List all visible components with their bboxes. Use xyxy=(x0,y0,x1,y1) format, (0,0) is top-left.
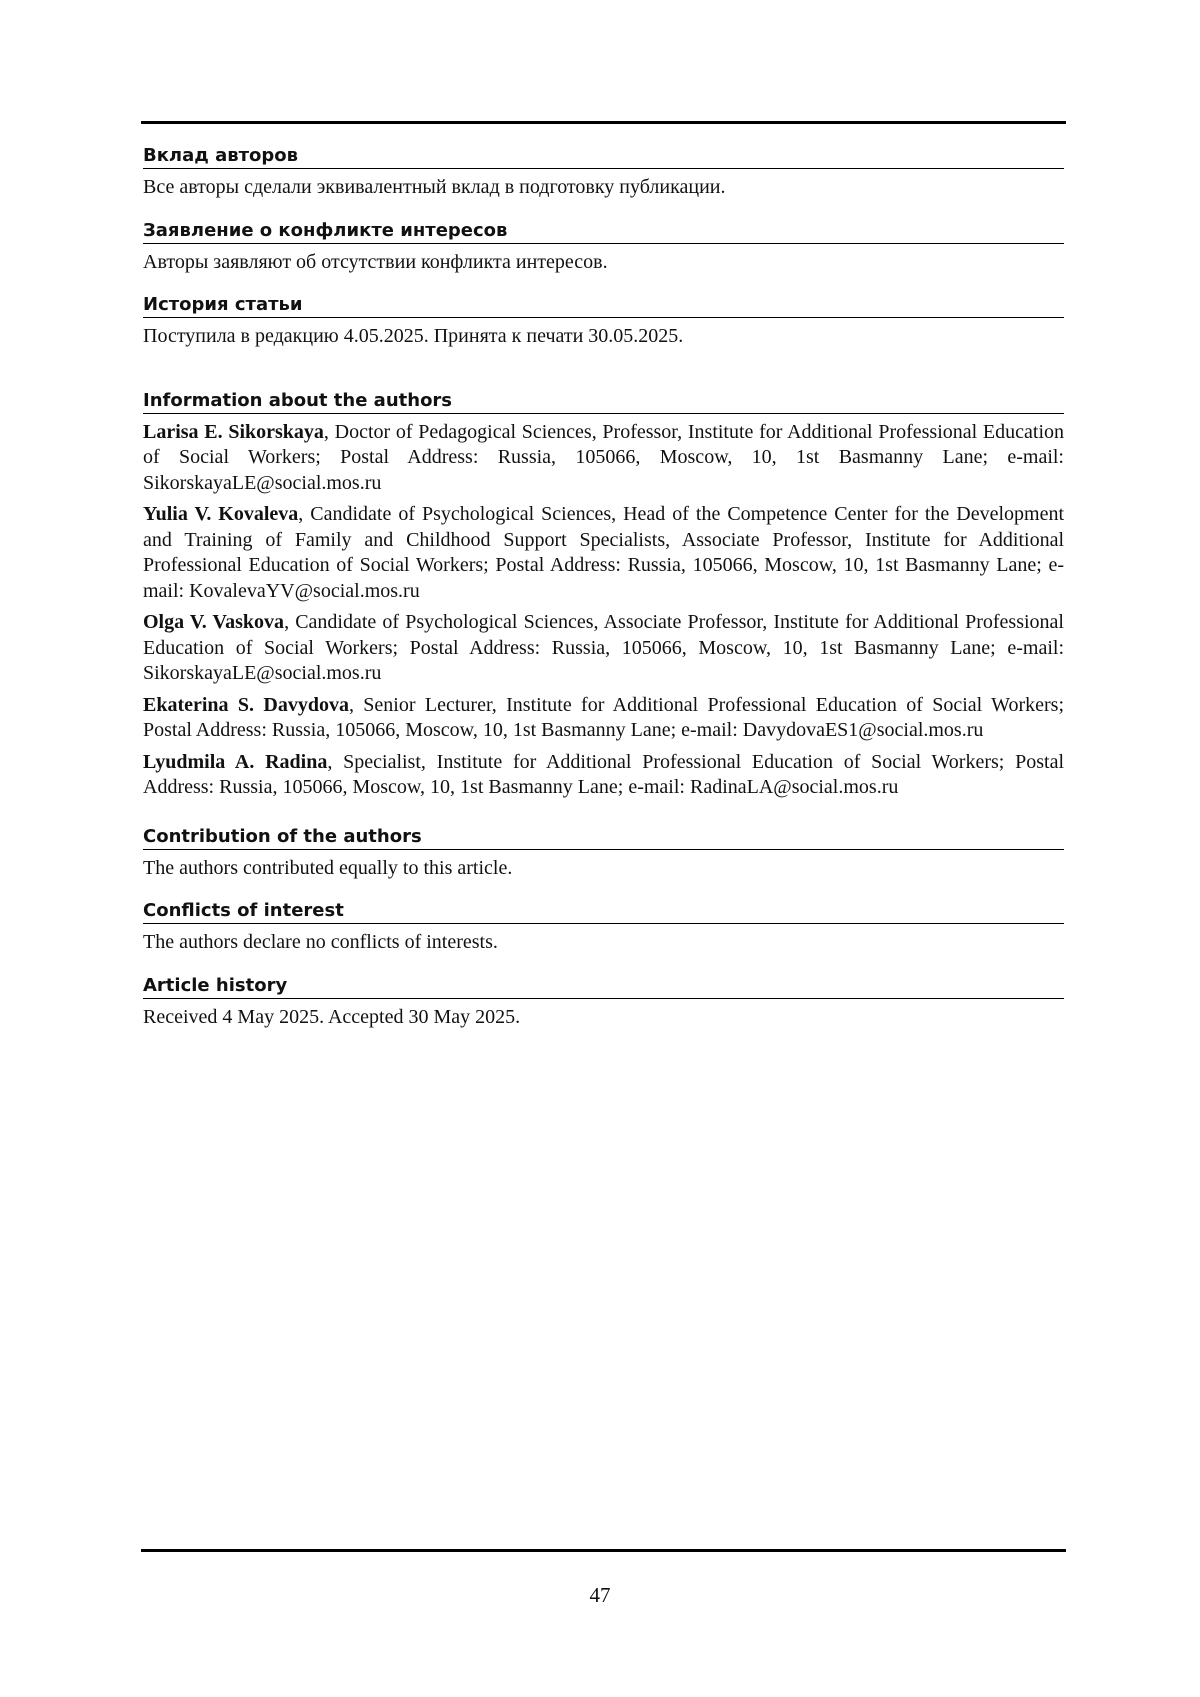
ru-history-heading: История статьи xyxy=(143,293,1064,318)
en-contribution-heading: Contribution of the authors xyxy=(143,825,1064,850)
en-conflicts-text: The authors declare no conflicts of interests. xyxy=(143,930,1064,956)
en-contribution-text: The authors contributed equally to this article. xyxy=(143,856,1064,882)
author-entry xyxy=(143,420,1064,497)
authors-info-section xyxy=(143,389,1064,801)
spacer xyxy=(143,956,1064,974)
page-content xyxy=(143,144,1064,1030)
spacer xyxy=(143,881,1064,899)
author-name: Ekaterina S. Davydova xyxy=(143,694,349,716)
author-details: , Specialist, Institute for Additional Professional Education of Social Workers; Postal Address: Russia, 105066, Moscow, 10, 1st Basmanny Lane; e-mail: RadinaLA@social.mos.ru xyxy=(143,751,1064,799)
spacer xyxy=(143,350,1064,389)
author-name: Olga V. Vaskova xyxy=(143,611,284,633)
author-details: , Candidate of Psychological Sciences, Associate Professor, Institute for Additional Professional Education of Social Workers; Postal Address: Russia, 105066, Moscow, 10, 1st Basman­ny Lane; e-mail: SikorskayaLE@social.mos.ru xyxy=(143,611,1064,684)
author-entry xyxy=(143,610,1064,687)
author-details: , Candidate of Psychological Sciences, Head of the Competence Center for the De­velopment and Training of Family and Childhood Support Specialists, Associate Professor, Institute for Additional Professional Education of Social Workers; Postal Address: Russia, 105066, Moscow, 10, 1st Basmanny Lane; e-mail: KovalevaYV@social.mos.ru xyxy=(143,503,1064,602)
en-history-text: Received 4 May 2025. Accepted 30 May 2025. xyxy=(143,1005,1064,1031)
ru-history-section xyxy=(143,293,1064,350)
document-page xyxy=(0,0,1200,1697)
ru-contribution-text: Все авторы сделали эквивалентный вклад в подготовку публикации. xyxy=(143,175,1064,201)
en-conflicts-section xyxy=(143,899,1064,956)
en-history-heading: Article history xyxy=(143,974,1064,999)
bottom-rule xyxy=(141,1549,1066,1552)
en-contribution-section xyxy=(143,825,1064,882)
author-name: Lyudmila A. Radina xyxy=(143,751,327,773)
top-rule xyxy=(141,121,1066,124)
author-details: , Senior Lecturer, Institute for Additional Professional Education of Social Workers; Postal Address: Russia, 105066, Moscow, 10, 1st Basmanny Lane; e-mail: Davydo­vaES1@social.mos.ru xyxy=(143,694,1064,742)
author-entry xyxy=(143,502,1064,604)
ru-conflicts-section xyxy=(143,219,1064,276)
spacer xyxy=(143,201,1064,219)
ru-history-text: Поступила в редакцию 4.05.2025. Принята к печати 30.05.2025. xyxy=(143,324,1064,350)
author-entry xyxy=(143,750,1064,801)
page-number: 47 xyxy=(0,1582,1200,1608)
authors-info-heading: Information about the authors xyxy=(143,389,1064,414)
author-name: Yulia V. Kovaleva xyxy=(143,503,298,525)
ru-conflicts-text: Авторы заявляют об отсутствии конфликта интересов. xyxy=(143,250,1064,276)
author-details: , Doctor of Pedagogical Sciences, Professor, Institute for Additional Profession­al Education of Social Workers; Postal Address: Russia, 105066, Moscow, 10, 1st Basmanny Lane; e-mail: SikorskayaLE@social.mos.ru xyxy=(143,421,1064,494)
spacer xyxy=(143,807,1064,825)
ru-contribution-section xyxy=(143,144,1064,201)
author-entry xyxy=(143,693,1064,744)
ru-conflicts-heading: Заявление о конфликте интересов xyxy=(143,219,1064,244)
author-name: Larisa E. Sikorskaya xyxy=(143,421,324,443)
spacer xyxy=(143,275,1064,293)
ru-contribution-heading: Вклад авторов xyxy=(143,144,1064,169)
en-history-section xyxy=(143,974,1064,1031)
en-conflicts-heading: Conflicts of interest xyxy=(143,899,1064,924)
